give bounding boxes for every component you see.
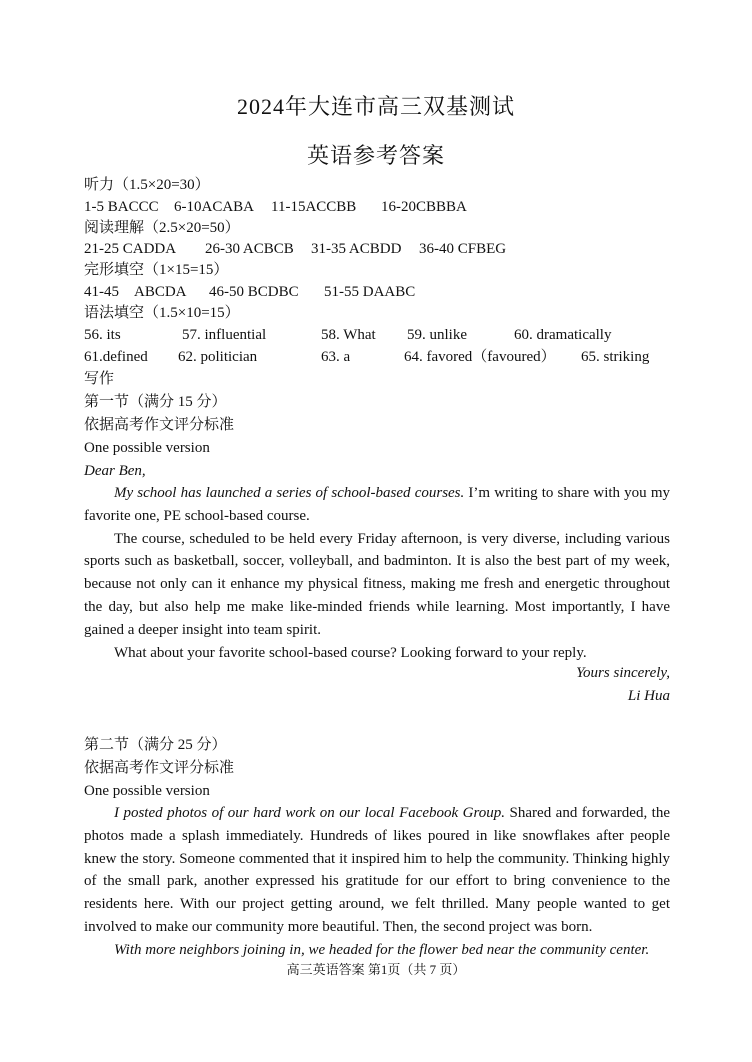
answer-group: 31-35 ACBDD xyxy=(311,241,402,257)
grammar-answer: 56. its xyxy=(84,327,121,343)
answer-group: 51-55 DAABC xyxy=(324,284,416,300)
answer-group: 36-40 CFBEG xyxy=(419,241,507,257)
section1-standard: 依据高考作文评分标准 xyxy=(84,417,235,433)
letter-signature: Li Hua xyxy=(627,688,670,704)
section1-heading: 第一节（满分 15 分） xyxy=(84,394,227,410)
section2-version-label: One possible version xyxy=(84,783,210,799)
story-body xyxy=(84,802,670,962)
given-sentence: My school has launched a series of school-based courses. xyxy=(114,485,465,501)
listening-heading: 听力（1.5×20=30） xyxy=(84,177,210,193)
letter-paragraph: The course, scheduled to be held every Friday afternoon, is very diverse, including various sports such as basketball, soccer, volleyball, and badminton. It is also the best part of my week, because not only can it enhance my physical fitness, making me fresh and energetic throughout the day, but also help me make like-minded friends while learning. Most importantly, I have gained a deeper insight into team spirit. xyxy=(84,530,670,638)
grammar-heading: 语法填空（1.5×10=15） xyxy=(84,305,240,321)
grammar-answer: 59. unlike xyxy=(407,327,467,343)
grammar-answer: 62. politician xyxy=(178,349,258,365)
section2-standard: 依据高考作文评分标准 xyxy=(84,760,235,776)
letter-paragraph: What about your favorite school-based course? Looking forward to your reply. xyxy=(114,644,587,661)
section2-heading: 第二节（满分 25 分） xyxy=(84,737,227,753)
grammar-answer: 58. What xyxy=(321,327,376,343)
reading-heading: 阅读理解（2.5×20=50） xyxy=(84,220,240,236)
given-sentence: I posted photos of our hard work on our local Facebook Group. xyxy=(114,805,506,821)
paragraph-text: I’m writing to share with you my favorite one, PE school-based course. xyxy=(84,485,671,524)
answer-group: ABCDA xyxy=(134,284,187,300)
answer-group: 46-50 BCDBC xyxy=(209,284,299,300)
answer-group: 21-25 CADDA xyxy=(84,241,177,257)
section1-version-label: One possible version xyxy=(84,440,210,456)
answer-group: 16-20CBBBA xyxy=(381,199,467,215)
cloze-heading: 完形填空（1×15=15） xyxy=(84,262,229,278)
writing-heading: 写作 xyxy=(84,371,115,387)
story-paragraph xyxy=(84,802,670,939)
grammar-answer: 60. dramatically xyxy=(514,327,612,343)
answer-group: 1-5 BACCC xyxy=(84,199,159,215)
grammar-answer: 64. favored（favoured） xyxy=(404,349,556,365)
page-subtitle: 英语参考答案 xyxy=(306,143,445,168)
answer-group: 41-45 xyxy=(84,284,119,300)
letter-salutation: Dear Ben, xyxy=(84,463,146,479)
paragraph-text: Shared and forwarded, the photos made a splash immediately. Hundreds of likes poured in like snowflakes after people knew the story. Someone commented that it inspired him to help the community. Thinking highly of the small park, another expressed his gratitude for our effort to bring convenience to the residents here. With our project getting around, we felt thrilled. Many people wanted to get involved to make our community more beautiful. Then, the second project was born. xyxy=(84,805,670,935)
answer-group: 6-10ACABA xyxy=(174,199,255,215)
answer-group: 11-15ACCBB xyxy=(271,199,357,215)
page-title: 2024年大连市高三双基测试 xyxy=(236,94,515,119)
letter-paragraph xyxy=(84,482,670,528)
given-sentence: With more neighbors joining in, we headed for the flower bed near the community center. xyxy=(114,941,650,958)
letter-closing: Yours sincerely, xyxy=(576,665,670,681)
grammar-answer: 57. influential xyxy=(182,327,267,343)
letter-body xyxy=(84,482,670,664)
page-footer: 高三英语答案 第1页（共 7 页） xyxy=(286,962,466,977)
grammar-answer: 63. a xyxy=(321,349,351,365)
answer-group: 26-30 ACBCB xyxy=(205,241,294,257)
grammar-answer: 61.defined xyxy=(84,349,148,365)
grammar-answer: 65. striking xyxy=(581,349,650,365)
